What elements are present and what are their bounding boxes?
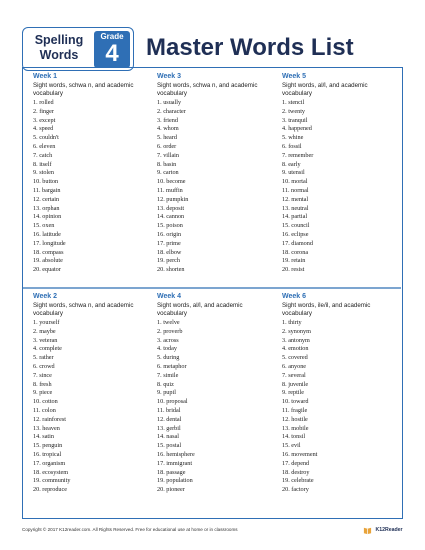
word-item: 14. cannon [157,213,185,221]
word-item: 2. synonym [282,327,311,335]
word-item: 7. catch [33,151,53,159]
word-item: 8. quiz [157,380,174,388]
word-item: 11. colon [33,406,56,414]
word-item: 16. latitude [33,230,61,238]
word-item: 5. heard [157,134,177,142]
word-item: 16. hemisphere [157,450,195,458]
week-description: Sight words, al/l, and academic vocabulary [157,302,243,317]
word-list [157,99,271,275]
word-item: 14. opinion [33,213,62,221]
word-item: 12. certain [33,195,60,203]
word-item: 13. neutral [282,204,309,212]
word-item: 6. anyone [282,362,307,370]
word-item: 9. utensil [282,169,305,177]
word-item: 11. muffin [157,186,183,194]
word-item: 13. deposit [157,204,185,212]
word-item: 7. since [33,371,52,379]
word-item: 13. gerbil [157,424,181,432]
word-item: 3. antonym [282,336,310,344]
word-item: 4. complete [33,345,62,353]
word-item: 19. celebrate [282,477,314,485]
word-item: 2. twenty [282,107,306,115]
word-item: 2. maybe [33,327,56,335]
word-item: 19. community [33,477,71,485]
word-item: 14. satin [33,433,54,441]
word-item: 15. postal [157,442,182,450]
word-item: 1. stencil [282,99,305,106]
word-list [282,99,396,275]
word-item: 8. fresh [33,380,52,388]
word-item: 5. rather [33,354,54,362]
word-item: 7. remember [282,151,314,159]
logo-text [29,33,89,63]
word-item: 12. hostile [282,415,308,423]
word-item: 16. eclipse [282,230,309,238]
week-2-column [23,292,147,495]
logo-line-1: Spelling [34,33,84,47]
word-item: 3. friend [157,116,178,124]
word-item: 5. during [157,354,180,362]
word-item: 11. fragile [282,406,308,414]
word-item: 13. mobile [282,424,309,432]
word-item: 16. movement [282,450,318,458]
word-item: 9. carton [157,169,179,177]
week-description: Sight words, schwa n, and academic vocabulary [33,302,134,317]
word-item: 8. juvenile [282,380,309,388]
word-list [157,319,271,495]
word-item: 12. rainforest [33,415,66,423]
word-list [282,319,396,495]
word-item: 2. proverb [157,327,183,335]
word-item: 18. corona [282,248,309,256]
word-item: 14. tonsil [282,433,306,441]
word-item: 2. character [157,107,186,115]
word-item: 9. pupil [157,389,176,397]
word-item: 20. equator [33,266,61,274]
word-item: 6. eleven [33,142,56,150]
word-item: 13. heaven [33,424,60,432]
header [22,27,403,71]
week-title: Week 6 [282,293,306,300]
week-description: Sight words, ile/il, and academic vocabulary [282,302,371,317]
week-description: Sight words, schwa n, and academic vocabulary [33,82,134,97]
word-item: 18. ecosystem [33,468,69,476]
word-item: 18. passage [157,468,186,476]
word-item: 15. penguin [33,442,63,450]
week-title: Week 5 [282,73,306,80]
word-item: 11. bargain [33,186,61,194]
word-item: 20. reproduce [33,486,68,494]
word-item: 5. couldn't [33,134,59,142]
word-item: 12. mental [282,195,309,203]
word-item: 9. stolen [33,169,54,177]
word-list [33,99,147,275]
word-item: 20. pioneer [157,486,185,494]
week-6-column [272,292,396,495]
word-item: 9. piece [33,389,53,397]
grade-badge [94,31,130,68]
week-title: Week 3 [157,73,181,80]
book-icon [363,526,372,535]
grade-label: Grade [100,32,124,41]
week-title: Week 4 [157,293,181,300]
word-item: 4. happened [282,125,312,133]
word-item: 8. basin [157,160,177,168]
word-item: 3. veteran [33,336,58,344]
word-item: 1. rolled [33,99,54,106]
word-item: 1. usually [157,99,182,106]
word-item: 10. become [157,178,186,186]
word-item: 19. absolute [33,257,63,265]
word-item: 3. across [157,336,179,344]
word-item: 9. reptile [282,389,304,397]
word-item: 6. metaphor [157,362,187,370]
grade-number: 4 [105,40,119,67]
week-4-column [147,292,271,495]
word-item: 4. speed [33,125,54,133]
word-item: 17. depend [282,459,310,467]
word-item: 11. bridal [157,406,181,414]
word-item: 17. diamond [282,239,313,247]
word-item: 17. prime [157,239,181,247]
word-list [33,319,147,495]
word-item: 6. order [157,142,177,150]
word-item: 4. emotion [282,345,309,353]
word-item: 14. partial [282,213,308,221]
word-item: 7. simile [157,371,179,379]
week-1-column [23,72,147,275]
word-item: 15. evil [282,442,301,450]
word-item: 10. button [33,178,59,186]
word-item: 19. population [157,477,193,485]
word-item: 5. covered [282,354,308,362]
word-item: 20. shorten [157,266,185,274]
word-item: 6. fossil [282,142,302,150]
word-item: 10. mortal [282,178,308,186]
word-item: 20. factory [282,486,309,494]
word-item: 1. twelve [157,319,180,326]
word-item: 20. resist [282,266,305,274]
word-item: 11. normal [282,186,309,194]
word-item: 19. retain [282,257,306,265]
word-item: 15. council [282,222,310,230]
week-description: Sight words, al/l, and academic vocabulary [282,82,368,97]
word-item: 4. whom [157,125,179,133]
week-3-column [147,72,271,275]
word-item: 18. compass [33,248,64,256]
word-item: 13. orphan [33,204,60,212]
word-item: 8. early [282,160,301,168]
spelling-words-logo [22,27,134,71]
word-item: 15. poison [157,222,183,230]
word-item: 16. origin [157,230,182,238]
word-item: 17. longitude [33,239,66,247]
word-item: 17. immigrant [157,459,193,467]
week-title: Week 1 [33,73,57,80]
page-title: Master Words List [146,34,354,61]
word-item: 18. destroy [282,468,310,476]
word-item: 16. tropical [33,450,62,458]
word-item: 10. proposal [157,398,188,406]
word-item: 8. itself [33,160,52,168]
word-item: 12. dental [157,415,182,423]
word-item: 1. thirty [282,319,302,326]
word-item: 6. crowd [33,362,55,370]
word-item: 19. perch [157,257,181,265]
word-item: 14. nasal [157,433,179,441]
copyright-notice: Copyright © 2017 K12reader.com. All Rights Reserved. Free for educational use at home or in classrooms [22,527,238,532]
week-5-column [272,72,396,275]
word-item: 18. elbow [157,248,182,256]
k12reader-logo [363,524,403,536]
week-title: Week 2 [33,293,57,300]
word-item: 7. villain [157,151,179,159]
word-item: 15. oxen [33,222,55,230]
word-item: 5. whine [282,134,304,142]
word-item: 10. toward [282,398,309,406]
word-item: 12. pumpkin [157,195,189,203]
word-item: 3. except [33,116,56,124]
week-description: Sight words, schwa n, and academic vocabulary [157,82,258,97]
word-item: 7. several [282,371,306,379]
word-item: 10. cotton [33,398,58,406]
word-item: 2. finger [33,107,54,115]
word-item: 3. tranquil [282,116,308,124]
logo-line-2: Words [39,48,79,62]
weeks-grid [22,67,403,519]
brand-name: K12Reader [375,527,403,533]
word-item: 4. today [157,345,177,353]
word-item: 17. organism [33,459,66,467]
word-item: 1. yourself [33,319,60,326]
